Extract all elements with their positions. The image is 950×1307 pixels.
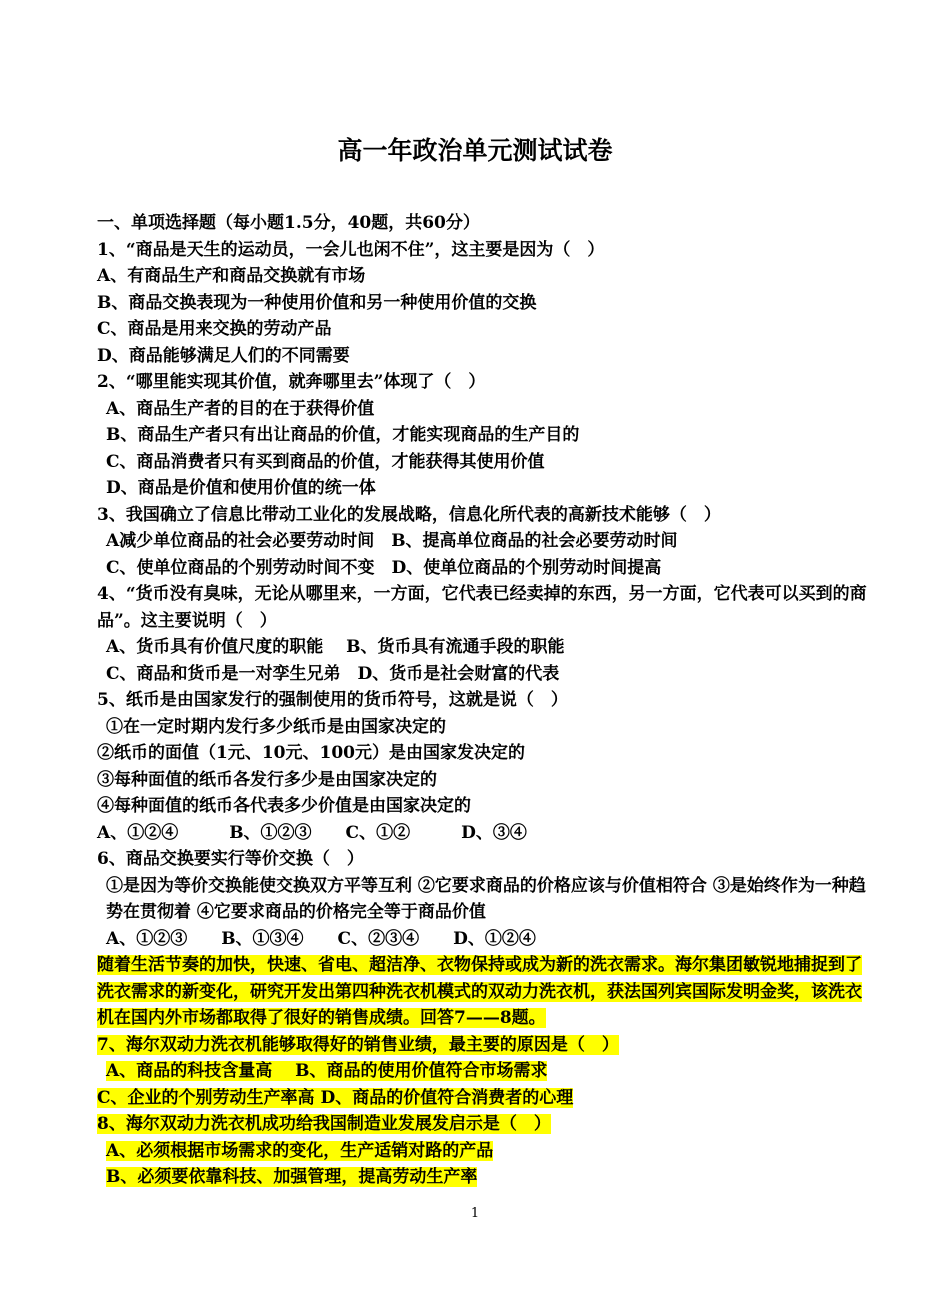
page-number: 1 — [470, 1206, 480, 1221]
text-line — [97, 581, 867, 634]
text-line — [97, 396, 867, 423]
text-line — [97, 475, 867, 502]
text-line — [97, 1032, 867, 1059]
line-text: ④每种面值的纸币各代表多少价值是由国家决定的 — [97, 796, 471, 816]
line-text: A、①②④ B、①②③ C、①② D、③④ — [97, 822, 527, 843]
text-line — [97, 316, 867, 343]
text-line — [97, 634, 867, 661]
text-line — [97, 555, 867, 582]
text-line — [97, 1085, 867, 1112]
text-line — [97, 263, 867, 290]
text-line — [97, 820, 867, 847]
text-line — [97, 1058, 867, 1085]
line-text: 2、“哪里能实现其价值，就奔哪里去”体现了（ ） — [97, 372, 486, 392]
line-text: 一、单项选择题（每小题1.5分，40题，共60分） — [97, 213, 480, 233]
text-line — [97, 1138, 867, 1165]
line-text: B、商品交换表现为一种使用价值和另一种使用价值的交换 — [97, 292, 537, 313]
line-text: 6、商品交换要实行等价交换（ ） — [97, 849, 364, 869]
text-line — [97, 449, 867, 476]
exam-content — [97, 210, 867, 1191]
text-line — [97, 1164, 867, 1191]
highlighted-text: C、企业的个别劳动生产率高 D、商品的价值符合消费者的心理 — [97, 1087, 574, 1108]
text-line — [97, 926, 867, 953]
line-text: C、使单位商品的个别劳动时间不变 D、使单位商品的个别劳动时间提高 — [106, 557, 662, 578]
line-text: A、有商品生产和商品交换就有市场 — [97, 266, 366, 286]
line-text: ①是因为等价交换能使交换双方平等互利 ②它要求商品的价格应该与价值相符合 ③是始终作为一种趋势在贯彻着 ④它要求商品的价格完全等于商品价值 — [106, 875, 866, 922]
line-text: 1、“商品是天生的运动员，一会儿也闲不住”，这主要是因为（ ） — [97, 239, 605, 260]
text-line — [97, 873, 867, 926]
text-line — [97, 740, 867, 767]
text-line — [97, 1111, 867, 1138]
text-line — [97, 528, 867, 555]
line-text: ③每种面值的纸币各发行多少是由国家决定的 — [97, 769, 437, 790]
line-text: 5、纸币是由国家发行的强制使用的货币符号，这就是说（ ） — [97, 690, 568, 710]
page-title: 高一年政治单元测试试卷 — [337, 136, 613, 165]
text-line — [97, 952, 867, 1032]
highlighted-text: 随着生活节奏的加快，快速、省电、超洁净、衣物保持或成为新的洗衣需求。海尔集团敏锐地捕捉到了洗衣需求的新变化，研究开发出第四种洗衣机模式的双动力洗衣机，获法国列宾国际发明金奖，该洗衣机在国内外市场都取得了很好的销售成绩。回答7——8题。 — [97, 955, 862, 1028]
highlighted-text: A、商品的科技含量高 B、商品的使用价值符合市场需求 — [106, 1061, 548, 1081]
line-text: D、商品能够满足人们的不同需要 — [97, 345, 350, 366]
highlighted-text: 7、海尔双动力洗衣机能够取得好的销售业绩，最主要的原因是（ ） — [97, 1034, 619, 1055]
line-text: C、商品和货币是一对孪生兄弟 D、货币是社会财富的代表 — [106, 663, 560, 684]
text-line — [97, 846, 867, 873]
text-line — [97, 502, 867, 529]
text-line — [97, 422, 867, 449]
text-line — [97, 290, 867, 317]
text-line — [97, 210, 867, 237]
line-text: A、货币具有价值尺度的职能 B、货币具有流通手段的职能 — [106, 637, 565, 657]
highlighted-text: B、必须要依靠科技、加强管理，提高劳动生产率 — [106, 1167, 478, 1187]
line-text: 4、“货币没有臭味，无论从哪里来，一方面，它代表已经卖掉的东西，另一方面，它代表可以买到的商品”。这主要说明（ ） — [97, 584, 867, 631]
text-line — [97, 767, 867, 794]
highlighted-text: A、必须根据市场需求的变化，生产适销对路的产品 — [106, 1140, 494, 1161]
text-line — [97, 237, 867, 264]
line-text: ①在一定时期内发行多少纸币是由国家决定的 — [106, 716, 446, 737]
text-line — [97, 661, 867, 688]
highlighted-text: 8、海尔双动力洗衣机成功给我国制造业发展发启示是（ ） — [97, 1114, 551, 1134]
text-line — [97, 687, 867, 714]
line-text: C、商品消费者只有买到商品的价值，才能获得其使用价值 — [106, 451, 545, 472]
text-line — [97, 343, 867, 370]
text-line — [97, 714, 867, 741]
text-line — [97, 793, 867, 820]
line-text: A、①②③ B、①③④ C、②③④ D、①②④ — [106, 928, 536, 949]
line-text: B、商品生产者只有出让商品的价值，才能实现商品的生产目的 — [106, 425, 580, 445]
line-text: ②纸币的面值（1元、10元、100元）是由国家发决定的 — [97, 743, 525, 763]
line-text: D、商品是价值和使用价值的统一体 — [106, 478, 376, 498]
text-line — [97, 369, 867, 396]
line-text: C、商品是用来交换的劳动产品 — [97, 319, 332, 339]
line-text: 3、我国确立了信息比带动工业化的发展战略，信息化所代表的高新技术能够（ ） — [97, 504, 721, 525]
line-text: A减少单位商品的社会必要劳动时间 B、提高单位商品的社会必要劳动时间 — [106, 531, 678, 551]
line-text: A、商品生产者的目的在于获得价值 — [106, 398, 375, 419]
